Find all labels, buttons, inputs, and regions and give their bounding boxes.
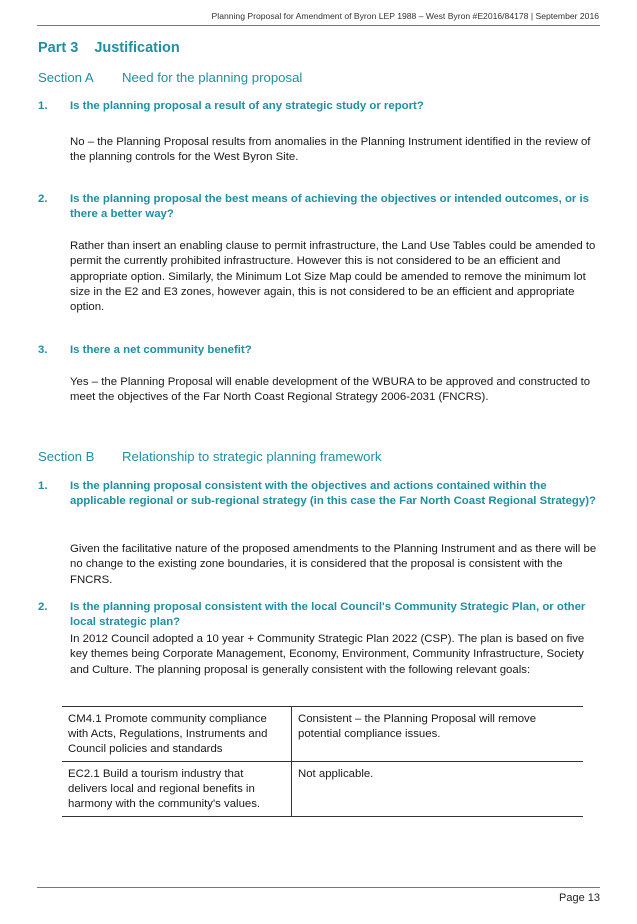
section-a-question-3 [38,343,598,358]
section-a-answer-2: Rather than insert an enabling clause to permit infrastructure, the Land Use Tables could be amended to permit the currently prohibited infrastructure. However this is not considered to be an efficient and appropriate option. Similarly, the Minimum Lot Size Map could be amended to remove the minimum lot size in the E2 and E3 zones, however again, this is not considered to be an efficient and appropriate option. [70,240,596,314]
section-b-answer-2: In 2012 Council adopted a 10 year + Community Strategic Plan 2022 (CSP). The plan is based on five key themes being Corporate Management, Economy, Environment, Community Infrastructure, Society and Culture. The planning proposal is generally consistent with the following relevant goals: [70,633,585,676]
question-text: Is there a net community benefit? [70,344,252,356]
section-a-question-2 [38,192,598,222]
question-text: Is the planning proposal consistent with the local Council's Community Strategic Plan, or other local strategic plan? [70,601,586,628]
section-a-question-1 [38,99,598,114]
question-text: Is the planning proposal consistent with the objectives and actions contained within the applicable regional or sub-regional strategy (in this case the Far North Coast Regional Strategy)? [70,480,596,507]
goal-cell: EC2.1 Build a tourism industry that delivers local and regional benefits in harmony with the community's values. [62,762,292,817]
question-text: Is the planning proposal a result of any strategic study or report? [70,100,424,112]
footer-divider [37,887,600,888]
page-header: Planning Proposal for Amendment of Byron LEP 1988 – West Byron #E2016/84178 | September 2016 [211,11,599,21]
question-number: 1. [38,100,48,112]
table-row [62,762,583,817]
section-b-answer-1: Given the facilitative nature of the proposed amendments to the Planning Instrument and as there will be no change to the existing zone boundaries, it is considered that the proposal is consistent with the FNCRS. [70,543,597,586]
section-a-answer-3: Yes – the Planning Proposal will enable development of the WBURA to be approved and constructed to meet the objectives of the Far North Coast Regional Strategy 2006-2031 (FNCRS). [70,376,591,404]
section-a-number: Section A [38,70,94,85]
question-number: 3. [38,344,48,356]
section-a-title: Need for the planning proposal [122,70,303,85]
section-a-answer-1: No – the Planning Proposal results from anomalies in the Planning Instrument identified in the review of the planning controls for the West Byron Site. [70,136,591,164]
section-b-title: Relationship to strategic planning framework [122,449,382,464]
section-b-question-2 [38,600,598,630]
question-number: 2. [38,193,48,205]
comment-cell: Not applicable. [292,762,584,817]
part-heading [38,40,180,56]
section-b-question-1 [38,479,598,509]
part-title: Justification [94,40,180,56]
goals-table [62,706,583,817]
section-b-heading [38,449,382,464]
question-text: Is the planning proposal the best means of achieving the objectives or intended outcomes, or is there a better way? [70,193,590,220]
table-row [62,707,583,762]
question-number: 1. [38,480,48,492]
header-divider [37,25,600,26]
question-number: 2. [38,601,48,613]
section-b-number: Section B [38,449,95,464]
part-number: Part 3 [38,40,79,56]
section-a-heading [38,70,302,85]
comment-cell: Consistent – the Planning Proposal will remove potential compliance issues. [292,707,584,762]
page-number: Page 13 [559,892,600,904]
goal-cell: CM4.1 Promote community compliance with Acts, Regulations, Instruments and Council policies and standards [62,707,292,762]
